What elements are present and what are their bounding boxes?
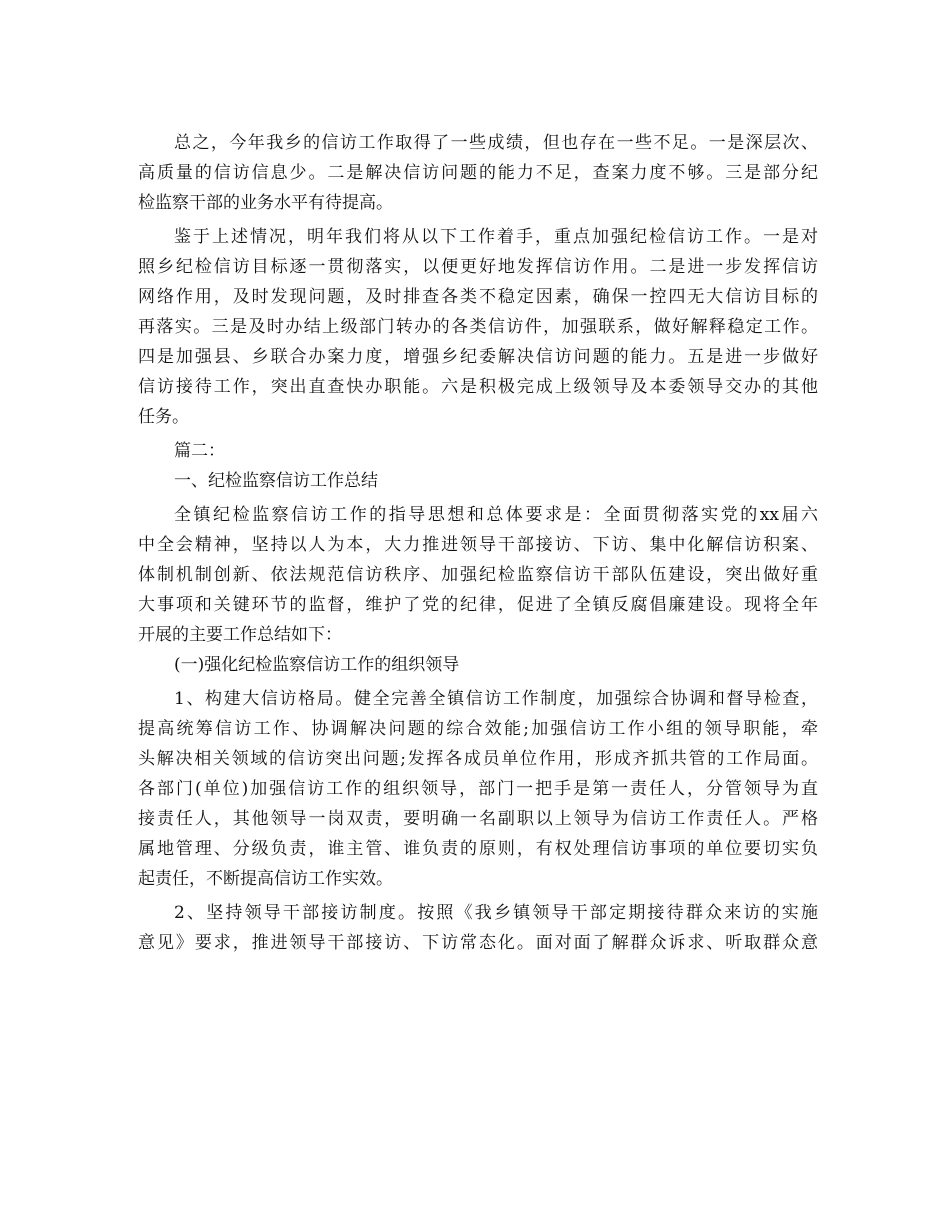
- paragraph-guiding-principles: [138, 500, 818, 650]
- text-line: 头解决相关领域的信访突出问题;发挥各成员单位作用，形成齐抓共管的工作局面。: [138, 749, 818, 769]
- paragraph-item-two: [138, 898, 818, 958]
- text-line: 起责任，不断提高信访工作实效。: [138, 869, 393, 889]
- text-line: 篇二：: [174, 441, 225, 461]
- text-line: 大事项和关键环节的监督，维护了党的纪律，促进了全镇反腐倡廉建设。现将全年: [138, 595, 818, 615]
- text-line: 属地管理、分级负责，谁主管、谁负责的原则，有权处理信访事项的单位要切实负: [138, 839, 818, 859]
- text-line: 2、坚持领导干部接访制度。按照《我乡镇领导干部定期接待群众来访的实施: [174, 903, 818, 923]
- text-line: 任务。: [138, 407, 189, 427]
- text-line: 四是加强县、乡联合办案力度，增强乡纪委解决信访问题的能力。五是进一步做好: [138, 347, 818, 367]
- text-line: 检监察干部的业务水平有待提高。: [138, 193, 393, 213]
- heading-section-one: [138, 466, 818, 496]
- text-line: 意见》要求，推进领导干部接访、下访常态化。面对面了解群众诉求、听取群众意: [138, 933, 818, 953]
- paragraph-next-year-plan: [138, 222, 818, 432]
- text-line: 全镇纪检监察信访工作的指导思想和总体要求是：全面贯彻落实党的xx届六: [174, 505, 818, 525]
- text-line: 各部门(单位)加强信访工作的组织领导，部门一把手是第一责任人，分管领导为直: [138, 779, 818, 799]
- text-line: 照乡纪检信访目标逐一贯彻落实，以便更好地发挥信访作用。二是进一步发挥信访: [138, 257, 818, 277]
- text-line: 提高统筹信访工作、协调解决问题的综合效能;加强信访工作小组的领导职能，牵: [138, 719, 818, 739]
- text-line: 信访接待工作，突出直查快办职能。六是积极完成上级领导及本委领导交办的其他: [138, 377, 818, 397]
- text-line: 高质量的信访信息少。二是解决信访问题的能力不足，查案力度不够。三是部分纪: [138, 163, 818, 183]
- text-line: (一)强化纪检监察信访工作的组织领导: [174, 655, 460, 675]
- section-label-part-two: [138, 436, 818, 466]
- heading-subsection-one: [138, 650, 818, 680]
- document-body: [138, 128, 818, 958]
- text-line: 中全会精神，坚持以人为本，大力推进领导干部接访、下访、集中化解信访积案、: [138, 535, 818, 555]
- paragraph-item-one: [138, 684, 818, 894]
- paragraph-summary: [138, 128, 818, 218]
- text-line: 1、构建大信访格局。健全完善全镇信访工作制度，加强综合协调和督导检查，: [174, 689, 818, 709]
- text-line: 一、纪检监察信访工作总结: [174, 471, 378, 491]
- text-line: 再落实。三是及时办结上级部门转办的各类信访件，加强联系，做好解释稳定工作。: [138, 317, 818, 337]
- text-line: 体制机制创新、依法规范信访秩序、加强纪检监察信访干部队伍建设，突出做好重: [138, 565, 818, 585]
- text-line: 鉴于上述情况，明年我们将从以下工作着手，重点加强纪检信访工作。一是对: [174, 227, 818, 247]
- text-line: 网络作用，及时发现问题，及时排查各类不稳定因素，确保一控四无大信访目标的: [138, 287, 818, 307]
- text-line: 开展的主要工作总结如下：: [138, 625, 342, 645]
- text-line: 接责任人，其他领导一岗双责，要明确一名副职以上领导为信访工作责任人。严格: [138, 809, 818, 829]
- text-line: 总之，今年我乡的信访工作取得了一些成绩，但也存在一些不足。一是深层次、: [174, 133, 818, 153]
